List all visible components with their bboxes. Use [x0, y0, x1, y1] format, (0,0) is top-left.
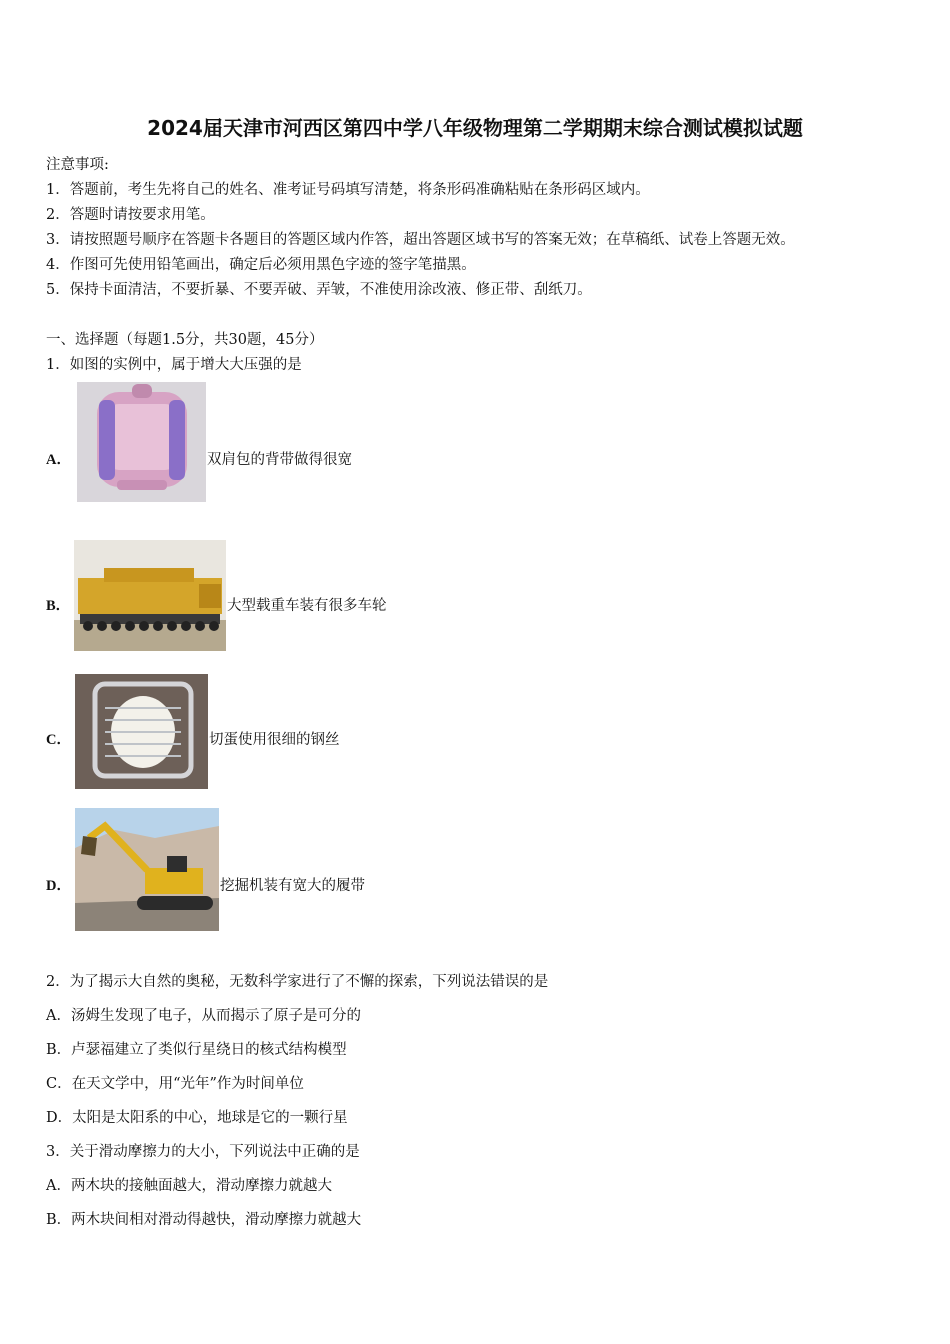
q1-option-c-text: 切蛋使用很细的钢丝	[209, 732, 340, 748]
exam-title: 2024届天津市河西区第四中学八年级物理第二学期期末综合测试模拟试题	[147, 116, 803, 140]
excavator-image	[75, 808, 219, 931]
q2-option-d: D．太阳是太阳系的中心，地球是它的一颗行星	[46, 1110, 348, 1126]
heavy-truck-image	[74, 540, 226, 651]
q2-stem: 2．为了揭示大自然的奥秘，无数科学家进行了不懈的探索，下列说法错误的是	[46, 974, 549, 990]
q3-option-a: A．两木块的接触面越大，滑动摩擦力就越大	[46, 1178, 332, 1194]
notice-item-2: 2．答题时请按要求用笔。	[46, 207, 215, 223]
q1-stem: 1．如图的实例中，属于增大大压强的是	[46, 357, 302, 373]
q1-option-a-text: 双肩包的背带做得很宽	[207, 452, 352, 468]
q1-option-b-text: 大型载重车装有很多车轮	[227, 598, 387, 614]
q1-option-a-label: A．	[46, 452, 71, 468]
q1-option-d-label: D．	[46, 878, 71, 894]
backpack-image	[77, 382, 206, 502]
notice-item-5: 5．保持卡面清洁，不要折暴、不要弄破、弄皱，不准使用涂改液、修正带、刮纸刀。	[46, 282, 592, 298]
section-heading: 一、选择题（每题1.5分，共30题，45分）	[46, 332, 324, 348]
q3-stem: 3．关于滑动摩擦力的大小，下列说法中正确的是	[46, 1144, 360, 1160]
q2-option-c: C．在天文学中，用“光年”作为时间单位	[46, 1076, 304, 1092]
notice-heading: 注意事项:	[46, 157, 109, 173]
q2-option-b: B．卢瑟福建立了类似行星绕日的核式结构模型	[46, 1042, 347, 1058]
q3-option-b: B．两木块间相对滑动得越快，滑动摩擦力就越大	[46, 1212, 362, 1228]
q1-option-c-label: C．	[46, 732, 71, 748]
notice-item-1: 1．答题前，考生先将自己的姓名、准考证号码填写清楚，将条形码准确粘贴在条形码区域内。	[46, 182, 650, 198]
q1-option-b-label: B．	[46, 598, 71, 614]
q1-option-d-text: 挖掘机装有宽大的履带	[220, 878, 365, 894]
notice-item-4: 4．作图可先使用铅笔画出，确定后必须用黑色字迹的签字笔描黑。	[46, 257, 476, 273]
egg-slicer-image	[75, 674, 208, 789]
q2-option-a: A．汤姆生发现了电子，从而揭示了原子是可分的	[46, 1008, 361, 1024]
notice-item-3: 3．请按照题号顺序在答题卡各题目的答题区域内作答，超出答题区域书写的答案无效；在草稿纸、试卷上答题无效。	[46, 232, 795, 248]
